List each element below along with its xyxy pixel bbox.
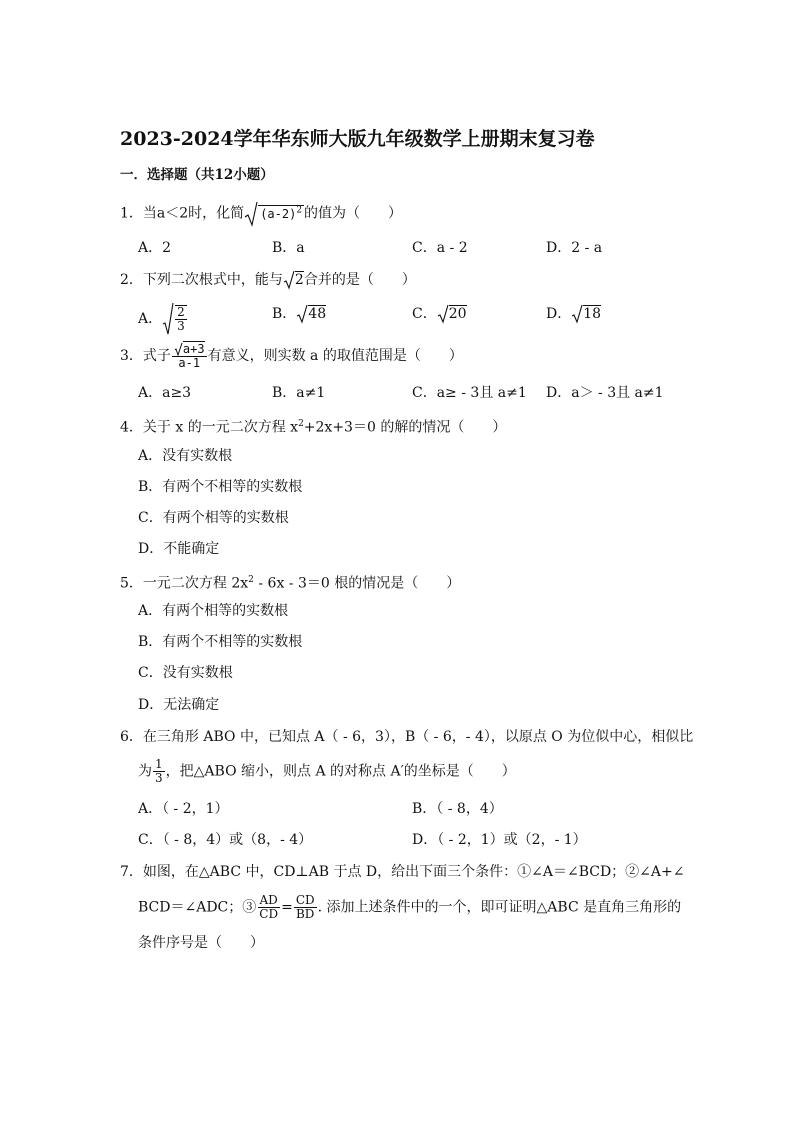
sqrt-icon — [283, 270, 295, 290]
frac-denominator: BD — [295, 907, 315, 921]
q3-numerator — [172, 342, 207, 357]
q7-fraction-1 — [257, 894, 280, 921]
q1-option-b: B．a — [272, 240, 305, 256]
sqrt-icon — [571, 304, 583, 324]
question-2 — [120, 270, 416, 290]
q1-suffix: 的值为（ ） — [304, 205, 403, 222]
q3-option-d: D．a＞ - 3且 a≠1 — [546, 385, 664, 401]
q2-option-c-radicand: 20 — [448, 306, 467, 322]
q7-fraction-2 — [294, 894, 317, 921]
q3-numerator-radicand: a+3 — [182, 341, 205, 356]
q2-option-d-label: D． — [546, 306, 572, 322]
q5-option-d: D．无法确定 — [138, 697, 220, 713]
q5-option-a: A．有两个相等的实数根 — [138, 603, 289, 619]
question-5 — [120, 570, 460, 594]
q4-exponent: 2 — [298, 419, 304, 429]
frac-numerator: CD — [295, 893, 315, 907]
q2-option-d — [546, 304, 601, 324]
question-7-line-2 — [138, 894, 681, 921]
question-7-line-1: 7．如图，在△ABC 中，CD⊥AB 于点 D，给出下面三个条件：①∠A＝∠BCD；②∠A+∠ — [120, 864, 685, 880]
frac-numerator: 2 — [177, 305, 185, 319]
q2-suffix: 合并的是（ ） — [303, 272, 416, 288]
q1-option-a: A．2 — [138, 240, 172, 256]
q2-option-a-frac — [175, 305, 187, 333]
q1-radicand-wrap — [258, 205, 304, 222]
q3-suffix: 有意义，则实数 a 的取值范围是（ ） — [207, 348, 463, 364]
q2-option-a — [138, 302, 188, 336]
q6-option-d: D．（ - 2，1）或（2，- 1） — [412, 832, 587, 848]
q2-option-b-radicand: 48 — [308, 306, 327, 322]
frac-denominator: 3 — [177, 319, 185, 333]
q7-line2-prefix: BCD＝∠ADC；③ — [138, 899, 257, 916]
q1-option-c: C．a - 2 — [412, 240, 468, 256]
sqrt-icon — [162, 302, 174, 336]
q4-text-b: +2x+3＝0 的解的情况（ ） — [303, 419, 507, 436]
q3-denominator: a-1 — [178, 356, 201, 370]
q6-option-a: A．（ - 2，1） — [138, 801, 229, 817]
sqrt-icon — [174, 342, 183, 356]
sqrt-icon — [296, 304, 308, 324]
question-6-line-1: 6．在三角形 ABO 中，已知点 A（ - 6，3），B（ - 6，- 4），以原点 O 为位似中心，相似比 — [120, 729, 694, 745]
q3-option-a: A．a≥3 — [138, 385, 192, 401]
section-heading: 一．选择题（共12小题） — [120, 167, 274, 183]
q1-exp: 2 — [296, 205, 303, 215]
q5-text-a: 5．一元二次方程 2x — [120, 575, 249, 592]
q4-text-a: 4．关于 x 的一元二次方程 x — [120, 419, 299, 436]
q1-prefix: 1．当 — [120, 205, 157, 222]
q2-prefix: 2．下列二次根式中，能与 — [120, 272, 283, 288]
frac-numerator: AD — [259, 893, 278, 907]
q5-option-b: B．有两个不相等的实数根 — [138, 634, 303, 650]
q2-option-b — [272, 304, 326, 324]
q4-option-c: C．有两个相等的实数根 — [138, 510, 289, 526]
frac-denominator: 3 — [155, 771, 163, 785]
q3-prefix: 3．式子 — [120, 348, 171, 364]
q2-option-c — [412, 304, 467, 324]
document-title: 2023-2024学年华东师大版九年级数学上册期末复习卷 — [120, 128, 595, 150]
q5-exponent: 2 — [248, 575, 254, 585]
question-6-line-2 — [138, 758, 516, 785]
sqrt-icon — [437, 304, 449, 324]
q1-radicand: (a-2) — [260, 206, 297, 221]
q3-fraction — [172, 342, 207, 370]
q7-equals: = — [281, 899, 293, 916]
q7-line2-suffix: . 添加上述条件中的一个，即可证明△ABC 是直角三角形的 — [317, 899, 682, 916]
q6-option-c: C．（ - 8，4）或（8，- 4） — [138, 832, 313, 848]
q6-fraction — [153, 758, 165, 785]
q5-option-c: C．没有实数根 — [138, 665, 233, 681]
question-1 — [120, 200, 402, 227]
question-3 — [120, 342, 463, 370]
q2-option-a-label: A． — [138, 311, 163, 327]
q2-option-b-label: B． — [272, 306, 297, 322]
q1-cond: a＜2时，化简 — [156, 205, 245, 222]
q4-option-b: B．有两个不相等的实数根 — [138, 479, 303, 495]
q2-option-c-label: C． — [412, 306, 437, 322]
q6-line2-suffix: ，把△ABO 缩小，则点 A 的对称点 A′的坐标是（ ） — [165, 763, 516, 780]
frac-denominator: CD — [259, 907, 279, 921]
question-7-line-3: 条件序号是（ ） — [138, 935, 264, 951]
sqrt-icon — [244, 201, 258, 227]
q1-option-d: D．2 - a — [546, 240, 603, 256]
frac-numerator: 1 — [155, 757, 163, 771]
q5-text-b: - 6x - 3＝0 根的情况是（ ） — [253, 575, 461, 592]
q4-option-a: A．没有实数根 — [138, 448, 233, 464]
q6-line2-prefix: 为 — [138, 763, 152, 780]
q2-option-d-radicand: 18 — [583, 306, 602, 322]
question-4 — [120, 414, 506, 438]
q2-radicand: 2 — [294, 272, 304, 288]
q3-option-c: C．a≥ - 3且 a≠1 — [412, 385, 527, 401]
q4-option-d: D．不能确定 — [138, 541, 220, 557]
q6-option-b: B．（ - 8，4） — [412, 801, 503, 817]
q3-option-b: B．a≠1 — [272, 385, 326, 401]
